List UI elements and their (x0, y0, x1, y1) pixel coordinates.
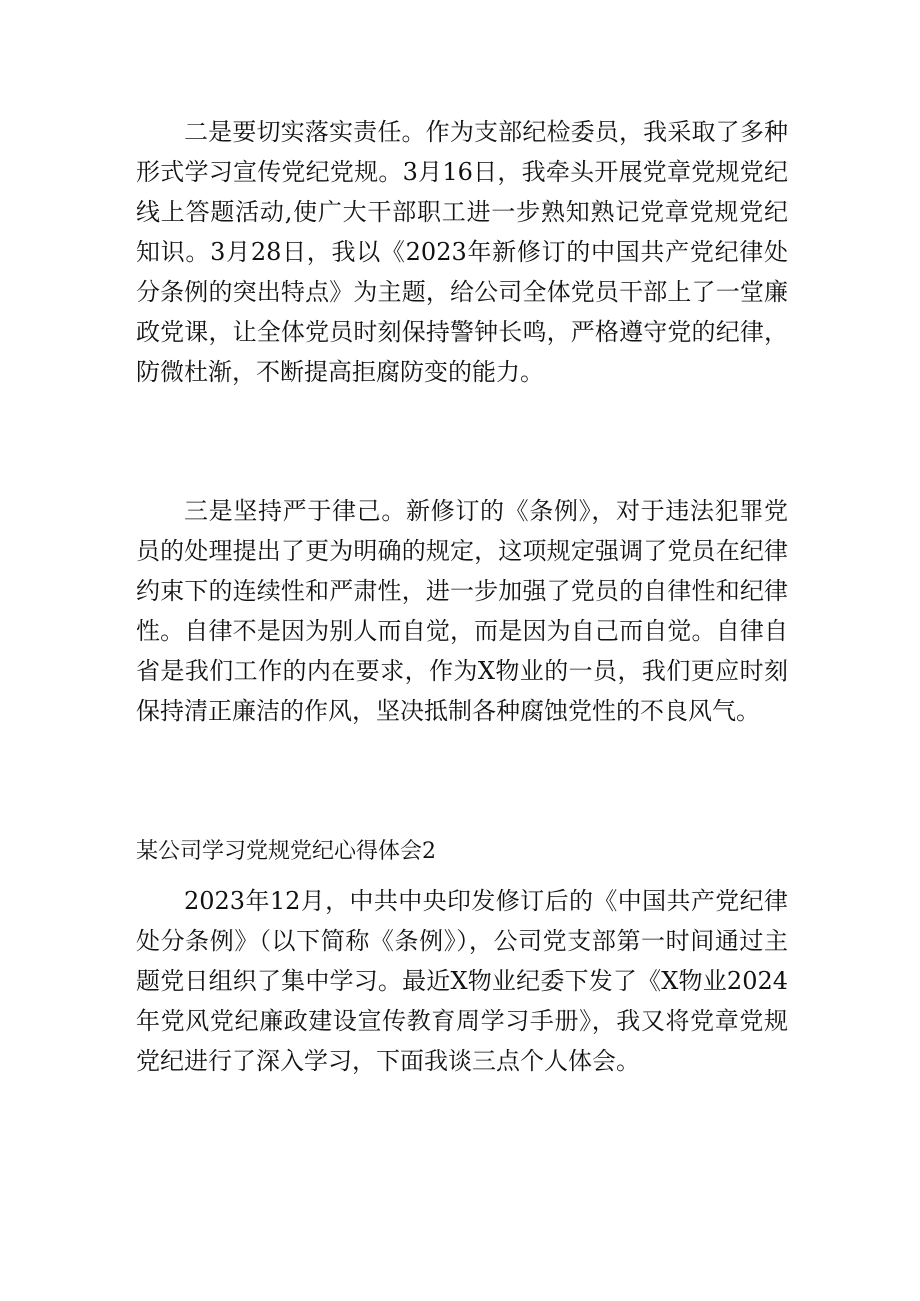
paragraph-responsibility: 二是要切实落实责任。作为支部纪检委员，我采取了多种形式学习宣传党纪党规。3月16日，我牵头开展党章党规党纪线上答题活动,使广大干部职工进一步熟知熟记党章党规党纪知识。3月28日，我以《2023年新修订的中国共产党纪律处分条例的突出特点》为主题，给公司全体党员干部上了一堂廉政党课，让全体党员时刻保持警钟长鸣，严格遵守党的纪律，防微杜渐，不断提高拒腐防变的能力。 (136, 118, 788, 386)
paragraph-introduction: 2023年12月，中共中央印发修订后的《中国共产党纪律处分条例》（以下简称《条例》），公司党支部第一时间通过主题党日组织了集中学习。最近X物业纪委下发了《X物业2024年党风党纪廉政建设宣传教育周学习手册》，我又将党章党规党纪进行了深入学习，下面我谈三点个人体会。 (136, 887, 788, 1075)
section-heading: 某公司学习党规党纪心得体会2 (136, 839, 436, 864)
paragraph-self-discipline: 三是坚持严于律己。新修订的《条例》，对于违法犯罪党员的处理提出了更为明确的规定，这项规定强调了党员在纪律约束下的连续性和严肃性，进一步加强了党员的自律性和纪律性。自律不是因为别人而自觉，而是因为自己而自觉。自律自省是我们工作的内在要求，作为X物业的一员，我们更应时刻保持清正廉洁的作风，坚决抵制各种腐蚀党性的不良风气。 (136, 497, 788, 725)
